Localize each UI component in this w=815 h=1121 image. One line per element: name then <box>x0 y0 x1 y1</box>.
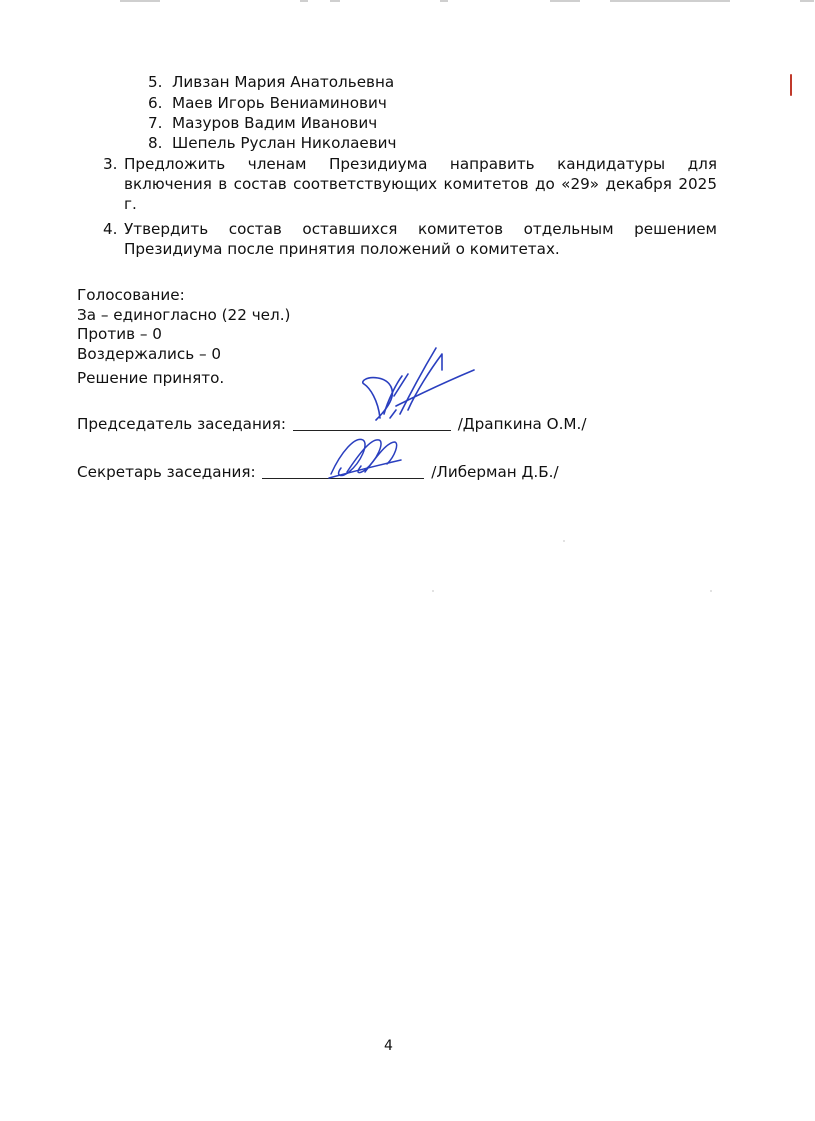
signature-line <box>262 462 424 479</box>
item-text-line: включения в состав соответствующих комитетов до «29» декабря 2025 <box>124 175 717 193</box>
page-number: 4 <box>384 1038 393 1054</box>
voting-for: За – единогласно (22 чел.) <box>77 306 291 324</box>
secretary-label: Секретарь заседания: <box>77 463 256 481</box>
list-item: 8. Шепель Руслан Николаевич <box>148 134 397 152</box>
item-text-line: Предложить членам Президиума направить кандидатуры для <box>124 155 717 173</box>
chair-label: Председатель заседания: <box>77 415 287 433</box>
voting-result: Решение принято. <box>77 369 225 387</box>
list-item: 6. Маев Игорь Вениаминович <box>148 94 387 112</box>
secretary-signature-row <box>77 462 559 482</box>
decision-item-4 <box>103 219 717 259</box>
signature-line <box>293 414 451 431</box>
item-text-line: г. <box>124 195 137 213</box>
item-text-line: Утвердить состав оставшихся комитетов отдельным решением <box>124 220 717 238</box>
scan-speck <box>563 540 565 542</box>
secretary-name: /Либерман Д.Б./ <box>431 463 559 481</box>
scan-speck <box>432 590 434 592</box>
item-text-line: Президиума после принятия положений о комитетах. <box>124 240 560 258</box>
voting-abstained: Воздержались – 0 <box>77 345 222 363</box>
voting-heading: Голосование: <box>77 286 185 304</box>
voting-against: Против – 0 <box>77 325 162 343</box>
margin-mark <box>790 74 792 96</box>
item-number: 3. <box>103 155 118 173</box>
scan-speck <box>710 590 712 592</box>
list-item: 7. Мазуров Вадим Иванович <box>148 114 378 132</box>
scan-edge-artifacts <box>0 0 815 8</box>
list-item: 5. Ливзан Мария Анатольевна <box>148 73 395 91</box>
decision-item-3 <box>103 154 717 214</box>
chair-name: /Драпкина О.М./ <box>457 415 587 433</box>
chair-signature-row <box>77 414 587 434</box>
item-number: 4. <box>103 220 118 238</box>
